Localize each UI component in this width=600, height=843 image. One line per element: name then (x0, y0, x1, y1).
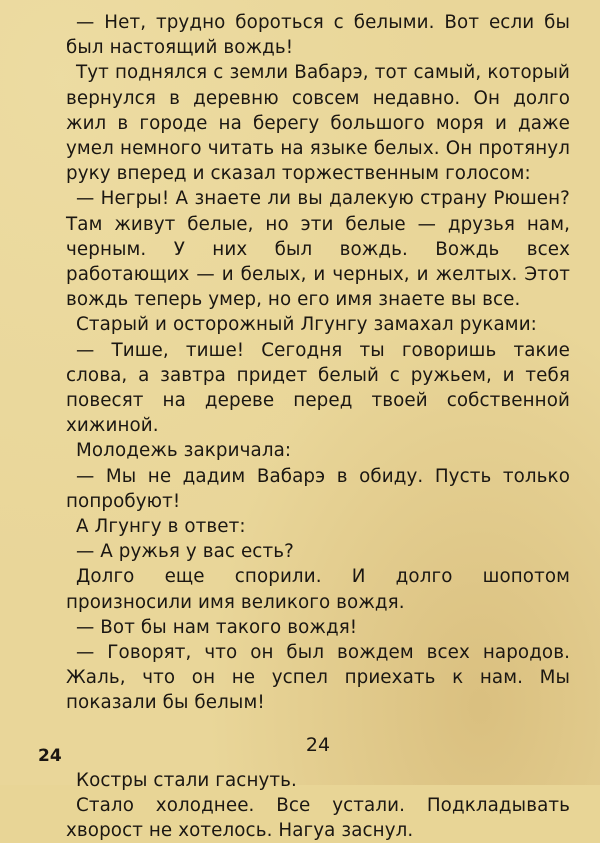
paragraph: — Вот бы нам такого вождя! (76, 616, 358, 638)
text-block-top (66, 10, 570, 716)
paragraph: — А ружья у вас есть? (76, 541, 294, 563)
paragraph: — Тише, тише! Сегодня ты говоришь такие слова, а завтра придет белый с ружьем, и тебя повесят на дереве перед твоей собственной хижиной. (66, 339, 570, 437)
paragraph: — Нет, трудно бороться с белыми. Вот если бы был настоящий вождь! (66, 12, 570, 59)
paragraph: — Говорят, что он был вождем всех народов. Жаль, что он не успел приехать к нам. Мы показали бы белым! (66, 642, 570, 714)
paragraph: Стало холоднее. Все устали. Подкладывать хворост не хотелось. Нагуа заснул. (66, 794, 570, 842)
paragraph: Костры стали гаснуть. (76, 769, 297, 791)
chapter-number: 24 (305, 733, 331, 756)
paragraph: Молодежь закричала: (76, 440, 292, 462)
paragraph: — Мы не дадим Вабарэ в обиду. Пусть только попробуют! (66, 465, 570, 512)
paragraph: Долго еще спорили. И долго шопотом произносили имя великого вождя. (66, 566, 570, 613)
paragraph: А Лгунгу в ответ: (76, 516, 246, 538)
paragraph: Тут поднялся с земли Вабарэ, тот самый, который вернулся в деревню совсем недавно. Он долго жил в городе на берегу большого моря и даже умел немного читать на языке белых. Он протянул руку вперед и сказал торжественным голосом: (66, 62, 570, 185)
text-block-bottom (66, 768, 570, 843)
page-number: 24 (38, 746, 62, 766)
paragraph: Старый и осторожный Лгунгу замахал руками: (76, 314, 537, 336)
paragraph: — Негры! А знаете ли вы далекую страну Рюшен? Там живут белые, но эти белые — друзья нам, черным. У них был вождь. Вождь всех работающих — и белых, и черных, и желтых. Этот вождь теперь умер, но его имя знаете вы все. (66, 188, 570, 311)
